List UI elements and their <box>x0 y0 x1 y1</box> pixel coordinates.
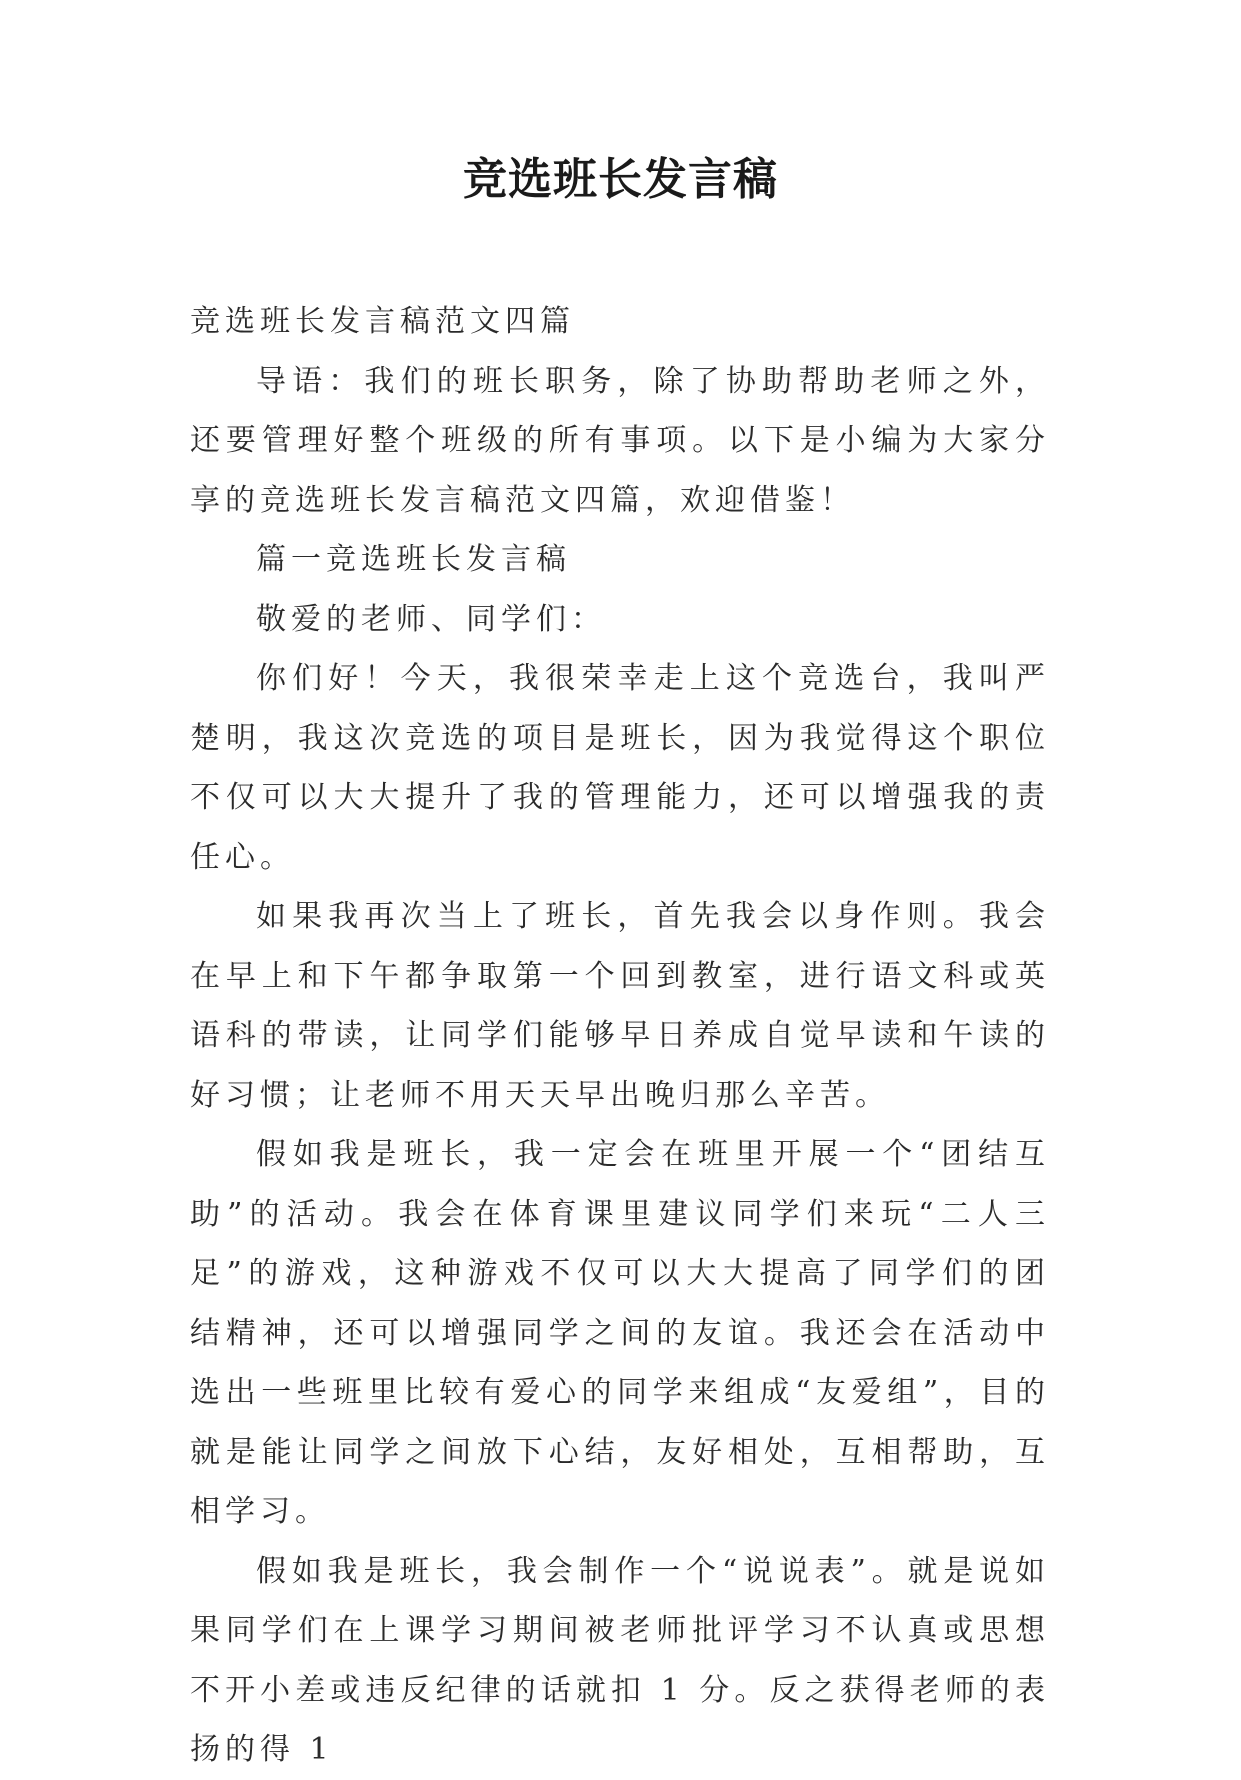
section-heading: 篇一竞选班长发言稿 <box>256 542 571 577</box>
paragraph: 假如我是班长，我会制作一个“说说表”。就是说如果同学们在上课学习期间被老师批评学习不认真或思想不开小差或违反纪律的话就扣 1 分。反之获得老师的表扬的得 1 <box>190 1553 1050 1767</box>
paragraph: 假如我是班长，我一定会在班里开展一个“团结互助”的活动。我会在体育课里建议同学们来玩“二人三足”的游戏，这种游戏不仅可以大大提高了同学们的团结精神，还可以增强同学之间的友谊。我还会在活动中选出一些班里比较有爱心的同学来组成“友爱组”，目的就是能让同学之间放下心结，友好相处，互相帮助，互相学习。 <box>190 1137 1050 1529</box>
paragraph: 你们好！今天，我很荣幸走上这个竞选台，我叫严楚明，我这次竞选的项目是班长，因为我觉得这个职位不仅可以大大提升了我的管理能力，还可以增强我的责任心。 <box>190 661 1050 875</box>
paragraph-intro: 导语：我们的班长职务，除了协助帮助老师之外，还要管理好整个班级的所有事项。以下是小编为大家分享的竞选班长发言稿范文四篇，欢迎借鉴！ <box>190 363 1050 518</box>
document-body <box>190 292 1050 1780</box>
salutation: 敬爱的老师、同学们： <box>256 601 606 637</box>
document-title: 竞选班长发言稿 <box>463 154 778 205</box>
paragraph: 如果我再次当上了班长，首先我会以身作则。我会在早上和下午都争取第一个回到教室，进行语文科或英语科的带读，让同学们能够早日养成自觉早读和午读的好习惯；让老师不用天天早出晚归那么辛苦。 <box>190 899 1050 1113</box>
document-subtitle: 竞选班长发言稿范文四篇 <box>190 304 575 339</box>
